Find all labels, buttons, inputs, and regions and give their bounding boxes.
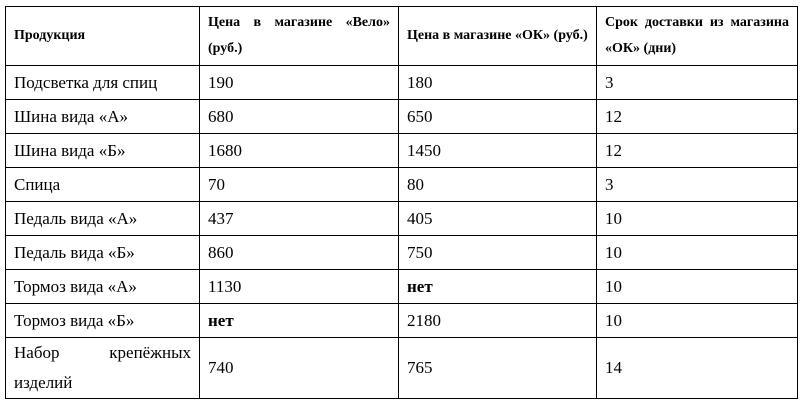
price-velo-cell: 1130 <box>200 270 399 304</box>
product-cell: Педаль вида «Б» <box>6 236 200 270</box>
price-ok-cell: 405 <box>399 202 597 236</box>
table-row <box>6 100 798 134</box>
product-cell: Подсветка для спиц <box>6 66 200 100</box>
table-row <box>6 202 798 236</box>
product-cell: Тормоз вида «А» <box>6 270 200 304</box>
delivery-days-cell: 10 <box>597 270 798 304</box>
table-row <box>6 168 798 202</box>
table-row <box>6 66 798 100</box>
price-ok-cell: 180 <box>399 66 597 100</box>
table-row <box>6 236 798 270</box>
delivery-days-cell: 14 <box>597 338 798 399</box>
table-row <box>6 338 798 399</box>
product-cell: Шина вида «А» <box>6 100 200 134</box>
price-velo-cell: 860 <box>200 236 399 270</box>
table-row <box>6 134 798 168</box>
price-ok-cell: 2180 <box>399 304 597 338</box>
price-velo-cell: нет <box>200 304 399 338</box>
price-ok-cell: 80 <box>399 168 597 202</box>
price-ok-cell: 650 <box>399 100 597 134</box>
product-cell: Шина вида «Б» <box>6 134 200 168</box>
price-ok-cell: нет <box>399 270 597 304</box>
table-row <box>6 304 798 338</box>
header-product: Продукция <box>6 7 200 66</box>
price-ok-cell: 765 <box>399 338 597 399</box>
header-price-ok: Цена в магазине «ОК» (руб.) <box>399 7 597 66</box>
header-row <box>6 7 798 66</box>
header-price-velo: Цена в магазине «Вело» (руб.) <box>200 7 399 66</box>
header-delivery-ok: Срок доставки из магазина «ОК» (дни) <box>597 7 798 66</box>
price-velo-cell: 437 <box>200 202 399 236</box>
delivery-days-cell: 3 <box>597 66 798 100</box>
delivery-days-cell: 12 <box>597 134 798 168</box>
price-velo-cell: 740 <box>200 338 399 399</box>
delivery-days-cell: 3 <box>597 168 798 202</box>
delivery-days-cell: 12 <box>597 100 798 134</box>
price-table <box>5 6 798 399</box>
product-cell: Набор крепёжных изделий <box>6 338 200 399</box>
delivery-days-cell: 10 <box>597 236 798 270</box>
price-velo-cell: 70 <box>200 168 399 202</box>
product-cell: Педаль вида «А» <box>6 202 200 236</box>
delivery-days-cell: 10 <box>597 202 798 236</box>
price-velo-cell: 190 <box>200 66 399 100</box>
table-row <box>6 270 798 304</box>
price-velo-cell: 680 <box>200 100 399 134</box>
delivery-days-cell: 10 <box>597 304 798 338</box>
product-cell: Спица <box>6 168 200 202</box>
price-ok-cell: 1450 <box>399 134 597 168</box>
product-cell: Тормоз вида «Б» <box>6 304 200 338</box>
price-ok-cell: 750 <box>399 236 597 270</box>
price-velo-cell: 1680 <box>200 134 399 168</box>
